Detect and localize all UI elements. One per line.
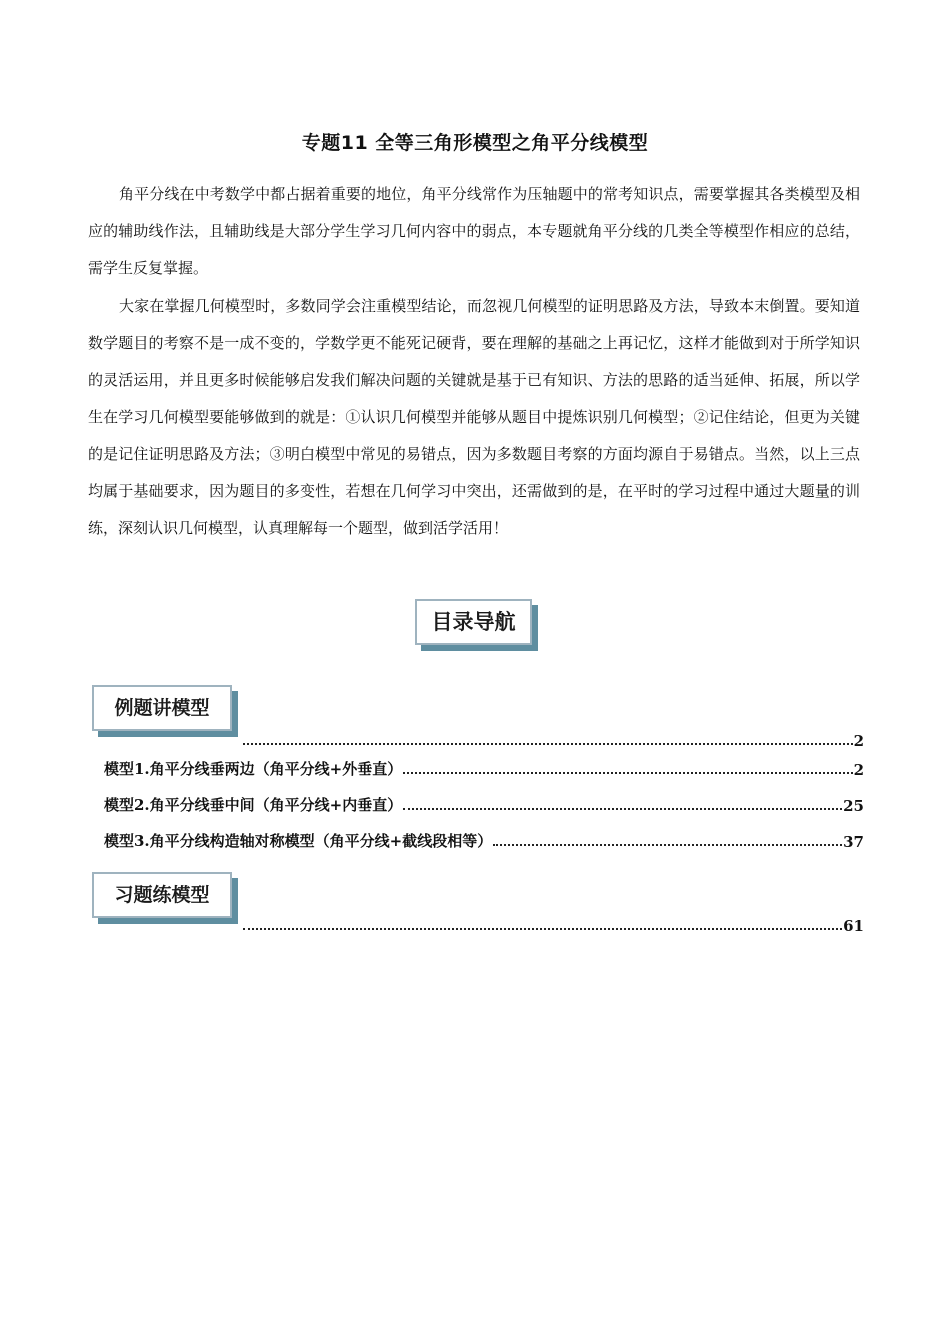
toc-entry-label: 模型2.角平分线垂中间（角平分线+内垂直） bbox=[104, 796, 403, 814]
examples-section-heading: 例题讲模型 bbox=[92, 685, 232, 731]
paragraph-text: 角平分线在中考数学中都占据着重要的地位，角平分线常作为压轴题中的常考知识点，需要掌握其各类模型及相应的辅助线作法，且辅助线是大部分学生学习几何内容中的弱点，本专题就角平分线的几类全等模型作相应的总结，需学生反复掌握。 bbox=[88, 185, 860, 277]
toc-entry-label: 模型3.角平分线构造轴对称模型（角平分线+截线段相等） bbox=[104, 832, 493, 850]
toc-entry-model-2[interactable] bbox=[104, 793, 864, 815]
toc-page-number: 61 bbox=[843, 917, 864, 935]
toc-entry-examples[interactable] bbox=[242, 728, 864, 750]
toc-page-number: 2 bbox=[853, 761, 864, 779]
toc-entry-model-1[interactable] bbox=[104, 757, 864, 779]
toc-page-number: 25 bbox=[843, 797, 864, 815]
intro-paragraph-1 bbox=[88, 176, 860, 287]
toc-entry-label: 模型1.角平分线垂两边（角平分线+外垂直） bbox=[104, 760, 403, 778]
leader-dots bbox=[403, 766, 852, 774]
leader-dots bbox=[243, 737, 853, 745]
toc-page-number: 37 bbox=[843, 833, 864, 851]
leader-dots bbox=[493, 838, 842, 846]
intro-paragraph-2 bbox=[88, 288, 860, 547]
toc-entry-model-3[interactable] bbox=[104, 829, 864, 851]
toc-navigation-heading: 目录导航 bbox=[415, 599, 532, 645]
toc-entry-practice[interactable] bbox=[242, 913, 864, 935]
leader-dots bbox=[403, 802, 842, 810]
page-title: 专题11 全等三角形模型之角平分线模型 bbox=[301, 132, 649, 154]
paragraph-text: 大家在掌握几何模型时，多数同学会注重模型结论，而忽视几何模型的证明思路及方法，导致本末倒置。要知道数学题目的考察不是一成不变的，学数学更不能死记硬背，要在理解的基础之上再记忆，这样才能做到对于所学知识的灵活运用，并且更多时候能够启发我们解决问题的关键就是基于已有知识、方法的思路的适当延伸、拓展，所以学生在学习几何模型要能够做到的就是：①认识几何模型并能够从题目中提炼识别几何模型；②记住结论，但更为关键的是记住证明思路及方法；③明白模型中常见的易错点，因为多数题目考察的方面均源自于易错点。当然，以上三点均属于基础要求，因为题目的多变性，若想在几何学习中突出，还需做到的是，在平时的学习过程中通过大题量的训练，深刻认识几何模型，认真理解每一个题型，做到活学活用！ bbox=[88, 297, 860, 537]
leader-dots bbox=[243, 922, 842, 930]
practice-section-heading: 习题练模型 bbox=[92, 872, 232, 918]
toc-page-number: 2 bbox=[853, 732, 864, 750]
